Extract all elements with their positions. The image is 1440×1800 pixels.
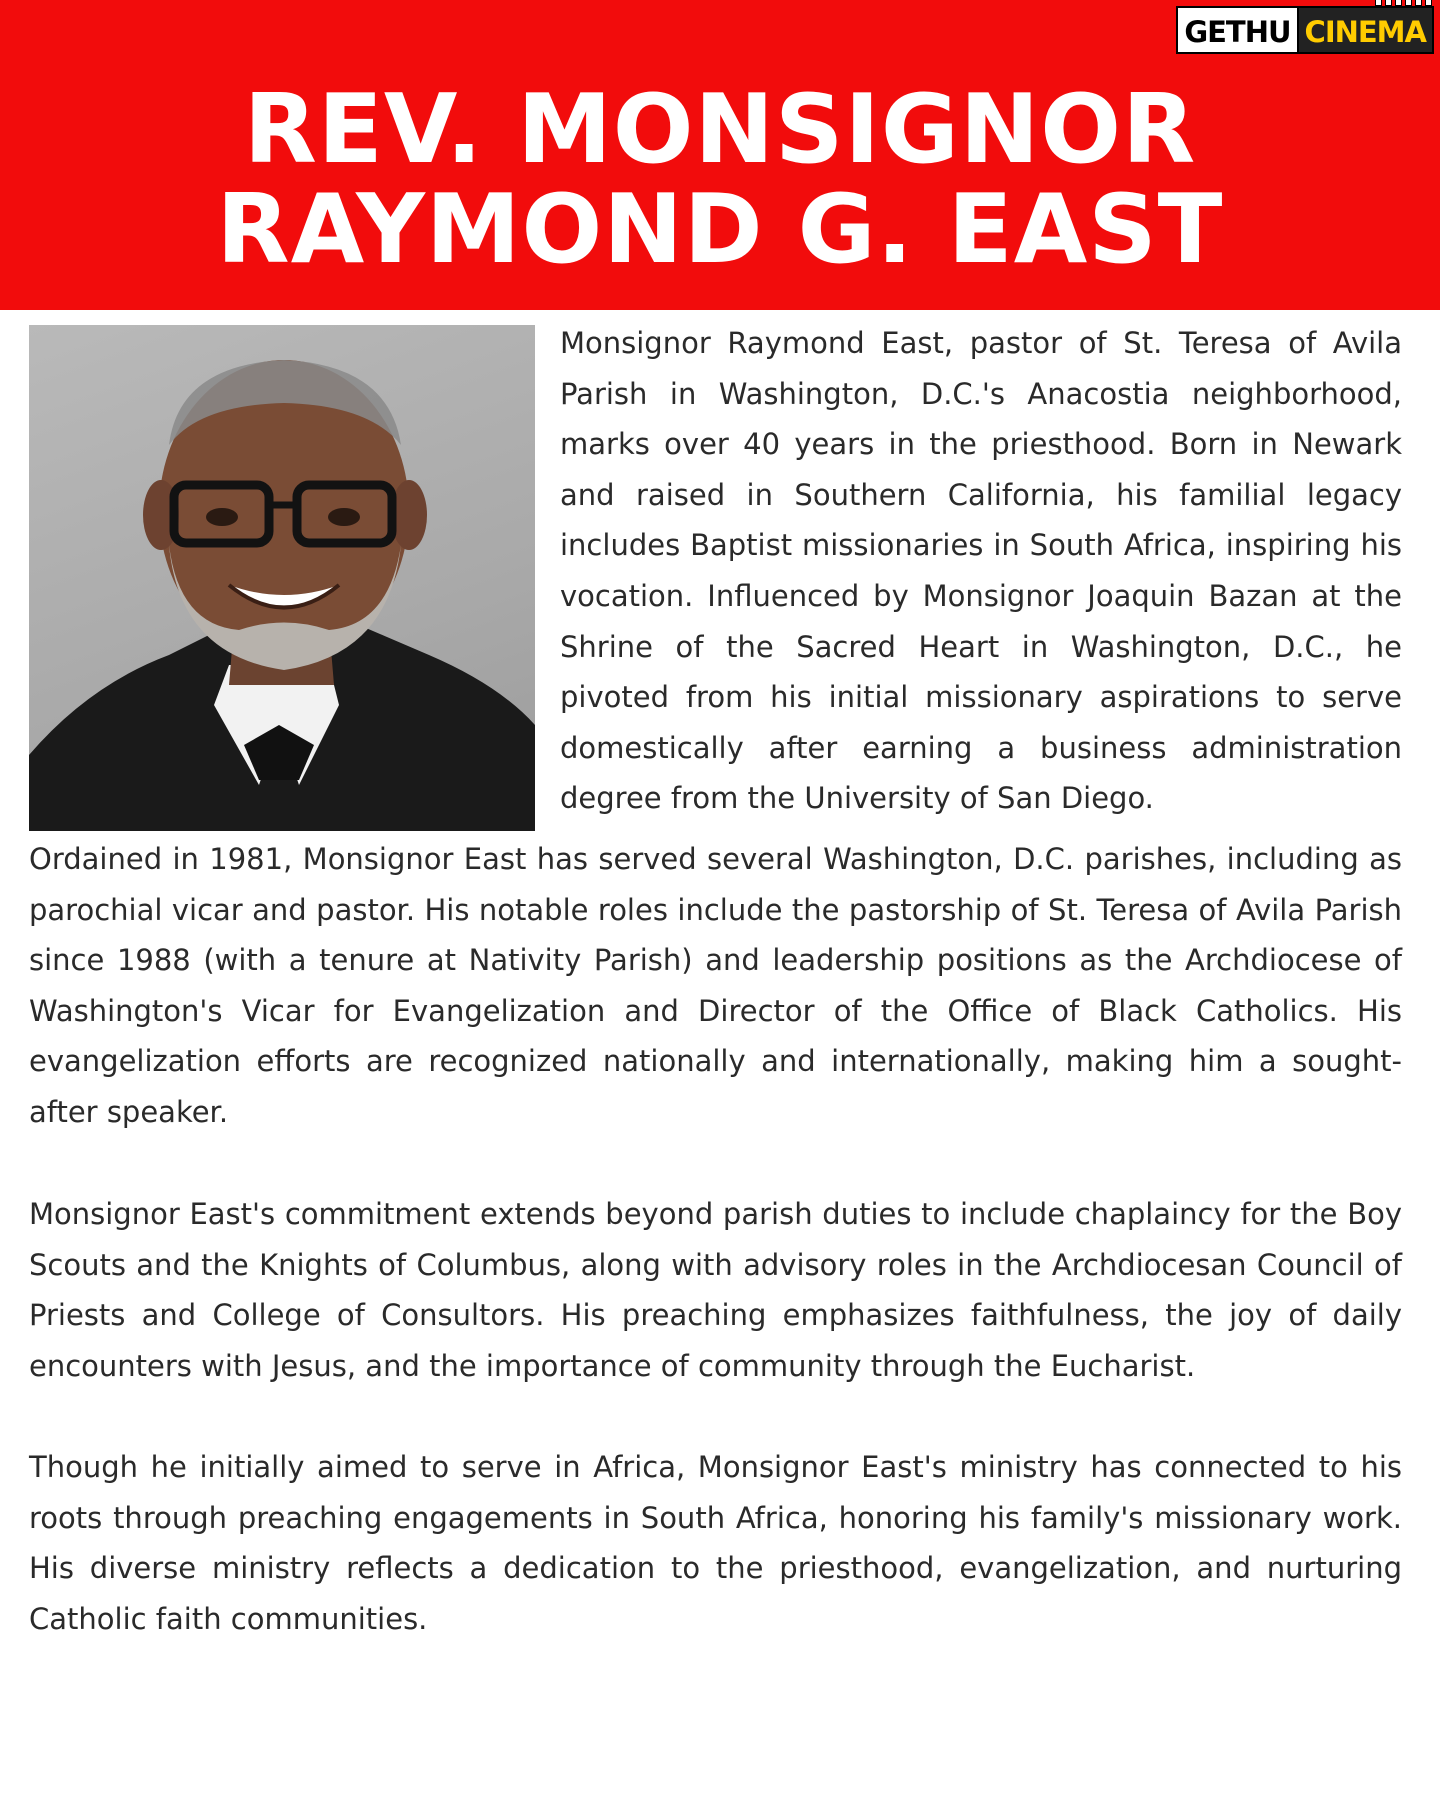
- body-paragraph-ordination: Ordained in 1981, Monsignor East has served several Washington, D.C. parishes, including as parochial vicar and pastor. His notable roles include the pastorship of St. Teresa of Avila Parish since 1988 (with a tenure at Nativity Parish) and leadership positions as the Archdiocese of Washington's Vicar for Evangelization and Director of the Office of Black Catholics. His evangelization efforts are recognized nationally and internationally, making him a sought-after speaker.: [29, 842, 1402, 1129]
- title-line-2: RAYMOND G. EAST: [216, 175, 1224, 285]
- portrait-photo: [29, 325, 535, 831]
- body-paragraph-commitment: Monsignor East's commitment extends beyond parish duties to include chaplaincy for the Boy Scouts and the Knights of Columbus, along with advisory roles in the Archdiocesan Council of Priests and College of Consultors. His preaching emphasizes faithfulness, the joy of daily encounters with Jesus, and the importance of community through the Eucharist.: [29, 1197, 1402, 1383]
- film-strip-icon: [1375, 0, 1432, 6]
- portrait-illustration: [29, 325, 535, 831]
- title-line-1: REV. MONSIGNOR: [243, 75, 1197, 185]
- header-banner: [0, 0, 1440, 310]
- logo-cinema-text: CINEMA: [1304, 15, 1426, 49]
- logo-part-cinema: [1299, 6, 1434, 54]
- intro-paragraph: Monsignor Raymond East, pastor of St. Teresa of Avila Parish in Washington, D.C.'s Anacostia neighborhood, marks over 40 years in the priesthood. Born in Newark and raised in Southern California, his familial legacy includes Baptist missionaries in South Africa, inspiring his vocation. Influenced by Monsignor Joaquin Bazan at the Shrine of the Sacred Heart in Washington, D.C., he pivoted from his initial missionary aspirations to serve domestically after earning a business administration degree from the University of San Diego.: [560, 326, 1402, 816]
- page-title: [0, 75, 1440, 285]
- body-paragraph-ministry: Though he initially aimed to serve in Africa, Monsignor East's ministry has connected to his roots through preaching engagements in South Africa, honoring his family's missionary work. His diverse ministry reflects a dedication to the priesthood, evangelization, and nurturing Catholic faith communities.: [29, 1450, 1402, 1636]
- logo-part-gethu: GETHU: [1176, 6, 1298, 54]
- watermark-logo: [1176, 6, 1434, 54]
